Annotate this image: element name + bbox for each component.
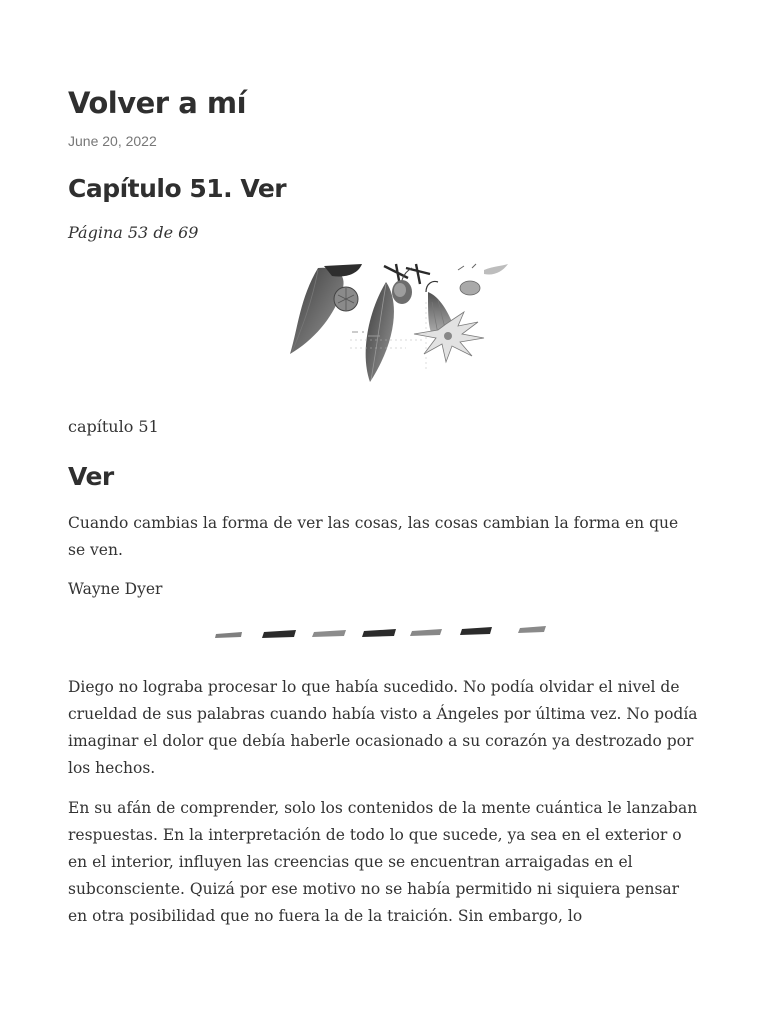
botanical-illustration [288, 262, 510, 384]
epigraph-author: Wayne Dyer [68, 580, 163, 598]
publish-date: June 20, 2022 [68, 133, 157, 149]
chapter-heading: Capítulo 51. Ver [68, 174, 287, 203]
chapter-label: capítulo 51 [68, 417, 159, 436]
body-paragraph: En su afán de comprender, solo los contenidos de la mente cuántica le lanzaban respuestas. En la interpretación de todo lo que sucede, ya sea en el exterior o en el interior, influyen las creencias que se encuentran arraigadas en el subconsciente. Quizá por ese motivo no se había permitido ni siquiera pensar en otra posibilidad que no fuera la de la traición. Sin embargo, lo [68, 799, 698, 925]
dash-divider [212, 622, 552, 644]
body-paragraph: Diego no lograba procesar lo que había sucedido. No podía olvidar el nivel de crueldad de sus palabras cuando había visto a Ángeles por última vez. No podía imaginar el dolor que debía haberle ocasionado a su corazón ya destrozado por los hechos. [68, 678, 698, 777]
epigraph-quote: Cuando cambias la forma de ver las cosas, las cosas cambian la forma en que se ven. [68, 514, 679, 559]
page-indicator: Página 53 de 69 [68, 223, 199, 242]
section-title: Ver [68, 462, 114, 491]
book-title: Volver a mí [68, 86, 247, 120]
